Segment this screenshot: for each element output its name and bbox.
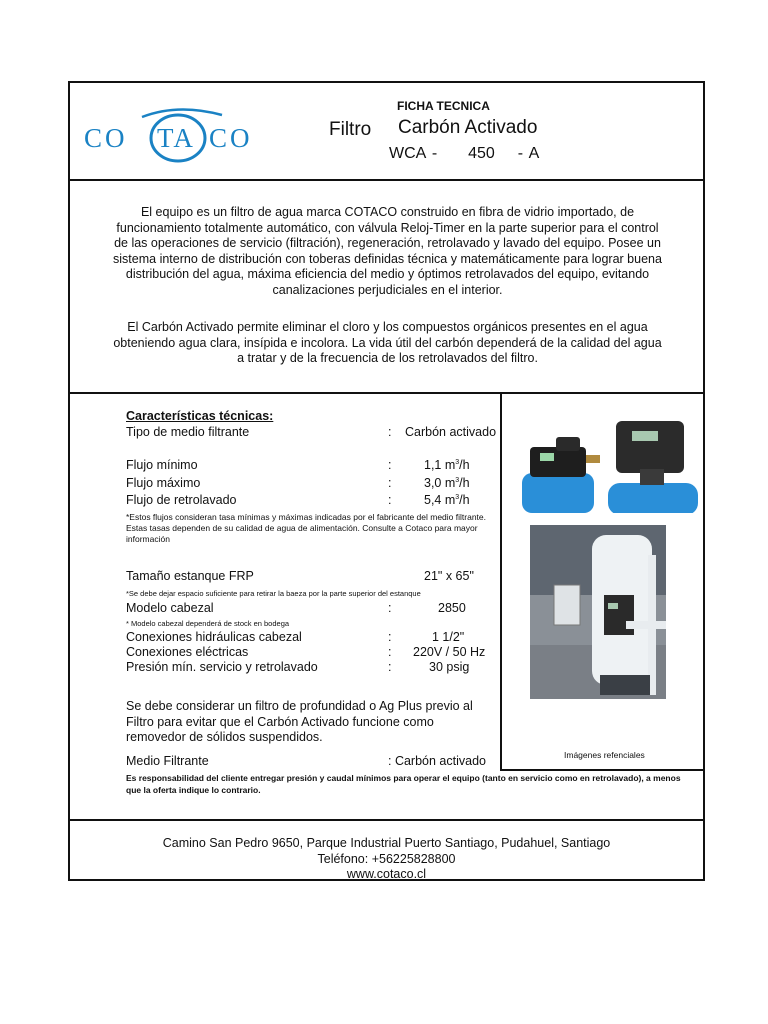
model-suffix: - A: [517, 145, 540, 162]
recommendation-text: Se debe considerar un filtro de profundidad o Ag Plus previo al Filtro para evitar que el Carbón Activado funcione como removedor de sólidos suspendidos.: [126, 699, 473, 744]
description-paragraph-1: El equipo es un filtro de agua marca COTACO construido en fibra de vidrio importado, de funcionamiento totalmente automático, con válvula Reloj-Timer en la parte superior para el control de las operaciones de servicio (filtración), regeneración, retrolavado y lavado del equipo. Posee un sistema interno de distribución con toberas definidas técnica y matemáticamente para lograr buena distribución del agua, máxima eficiencia del medio y óptimos retrolavados del equipo, evitando canalizaciones perjudiciales en el interior.: [113, 205, 662, 297]
spec-separator: :: [388, 476, 392, 490]
cotaco-logo: [82, 101, 274, 163]
medio-filtrante-value: : Carbón activado: [388, 754, 486, 768]
spec-flujo-max-label: Flujo máximo: [126, 476, 201, 490]
spec-separator: :: [388, 493, 392, 507]
model-number: 450: [468, 145, 495, 162]
spec-conex-e-value: 220V / 50 Hz: [413, 645, 486, 659]
spec-separator: :: [388, 630, 392, 644]
spec-cabezal-label: Modelo cabezal: [126, 601, 214, 615]
unit-suffix: /h: [459, 476, 470, 490]
flujo-min-number: 1,1 m: [424, 458, 456, 472]
spec-separator: :: [388, 601, 392, 615]
reference-images: [500, 393, 705, 771]
title-product: Carbón Activado: [398, 117, 538, 138]
footer-address: Camino San Pedro 9650, Parque Industrial Puerto Santiago, Pudahuel, Santiago: [162, 836, 611, 850]
description-paragraph-2: El Carbón Activado permite eliminar el cloro y los compuestos orgánicos presentes en el agua obteniendo agua clara, insípida e incolora. La vida útil del carbón dependerá de la calidad del agua a tratar y de la frecuencia de los retrolavados del filtro.: [113, 320, 662, 365]
spec-presion-value: 30 psig: [429, 660, 470, 674]
divider-footer: [70, 819, 703, 821]
unit-superscript: 3: [455, 458, 460, 466]
unit-superscript: 3: [455, 493, 460, 501]
svg-text:TA: TA: [157, 123, 195, 153]
specs-heading: Características técnicas:: [126, 409, 274, 423]
specs-section: [70, 393, 500, 813]
note-flujos: *Estos flujos consideran tasa mínimas y máximas indicadas por el fabricante del medio filtrante. Estas tasas dependen de su calidad de agua de alimentación. Consulte a Cotaco para mayor información: [126, 512, 487, 544]
spec-conex-h-value: 1 1/2": [432, 630, 465, 644]
model-prefix: WCA -: [389, 145, 438, 162]
spec-flujo-retro-value: [424, 493, 470, 507]
svg-text:CO: CO: [84, 123, 128, 153]
spec-separator: :: [388, 458, 392, 472]
spec-presion-label: Presión mín. servicio y retrolavado: [126, 660, 318, 674]
footer-web: www.cotaco.cl: [346, 867, 427, 881]
medio-filtrante-label: Medio Filtrante: [126, 754, 209, 768]
note-cabezal: * Modelo cabezal dependerá de stock en bodega: [126, 619, 290, 628]
spec-cabezal-value: 2850: [438, 601, 466, 615]
spec-tanque-label: Tamaño estanque FRP: [126, 569, 254, 583]
spec-medio-label: Tipo de medio filtrante: [126, 425, 250, 439]
filter-installation-photo: [530, 525, 666, 699]
note-tanque: *Se debe dejar espacio suficiente para retirar la baeza por la parte superior del estanque: [126, 589, 421, 598]
flujo-retro-number: 5,4 m: [424, 493, 456, 507]
unit-suffix: /h: [459, 458, 470, 472]
spec-separator: :: [388, 660, 392, 674]
spec-flujo-min-value: [424, 458, 470, 472]
footer-phone: Teléfono: +56225828800: [317, 851, 456, 866]
spec-conex-e-label: Conexiones eléctricas: [126, 645, 249, 659]
spec-flujo-retro-label: Flujo de retrolavado: [126, 493, 237, 507]
title-filtro: Filtro: [329, 119, 372, 140]
spec-conex-h-label: Conexiones hidráulicas cabezal: [126, 630, 302, 644]
images-caption: Imágenes refenciales: [564, 750, 645, 760]
footer: [70, 836, 703, 883]
spec-medio-value: Carbón activado: [405, 425, 497, 439]
spec-separator: :: [388, 425, 392, 439]
spec-flujo-max-value: [424, 476, 470, 490]
responsibility-note: Es responsabilidad del cliente entregar presión y caudal mínimos para operar el equipo (tanto en servicio como en retrolavado), a menos que la oferta indique lo contrario.: [126, 773, 681, 795]
unit-suffix: /h: [459, 493, 470, 507]
filter-valve-photo-1: [502, 413, 702, 513]
spec-tanque-value: 21" x 65": [424, 569, 474, 583]
unit-superscript: 3: [455, 476, 460, 484]
technical-sheet: [68, 81, 705, 881]
divider-header: [70, 179, 703, 181]
ficha-tecnica-label: FICHA TECNICA: [397, 99, 490, 113]
flujo-max-number: 3,0 m: [424, 476, 456, 490]
svg-text:CO: CO: [209, 123, 253, 153]
spec-separator: :: [388, 645, 392, 659]
model-code: [389, 145, 539, 163]
spec-flujo-min-label: Flujo mínimo: [126, 458, 198, 472]
